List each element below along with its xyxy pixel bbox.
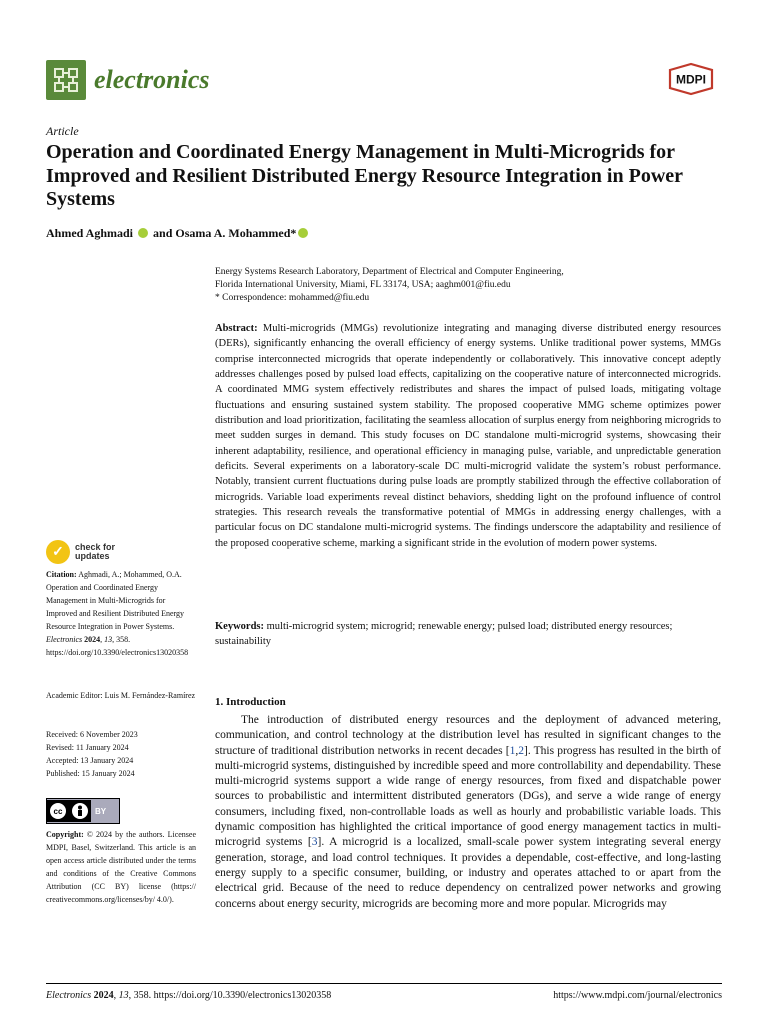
abstract-text: Multi-microgrids (MMGs) revolutionize integrating and managing diverse distributed energy resources (DERs), significantly enhancing the overall efficiency of energy systems. Unlike traditional power systems, MMGs comprise interconnected microgrids that operate independently or collaboratively. This innovative concept adeptly addresses challenges posed by pulsed load effects, capitalizing on the cooperative nature of interconnected microgrids. A coordinated MMG system effectively redistributes and shares the impact of pulsed loads, mitigating voltage fluctuations and ensuring sustained system stability. The proposed cooperative MMG scheme optimizes power distribution and load prioritization, facilitating the seamless allocation of surplus energy from neighboring microgrids to meet sudden surges in demand. This study focuses on DC standalone multi-microgrid systems, showcasing their inherent adaptability, resilience, and operational efficiency in managing pulse, variable, and unpredictable generation deficits. Several experiments on a laboratory-scale DC multi-microgrid validate the system’s robust performance. Notably, transient current fluctuations during pulse loads are promptly stabilized through the effective collaboration of microgrids. Variable load experiments reveal distinct behaviors, shedding light on the profound influence of control strategies. This research reveals the transformative potential of MMGs in addressing energy challenges, with a particular focus on DC standalone multi-microgrid systems. The findings underscore the adaptability and resilience of the proposed cooperative scheme, marking a significant stride in the evolution of modern power systems. (215, 323, 721, 549)
reference-link[interactable]: 3 (311, 836, 318, 849)
cc-by-license-badge[interactable] (46, 798, 120, 824)
citation-text: Aghmadi, A.; Mohammed, O.A. Operation and Coordinated Energy Management in Multi-Microgrids for Improved and Resilient Distributed Energy Resource Integration in Power Systems. (46, 570, 185, 631)
journal-logo-icon (46, 60, 86, 100)
citation-block: Citation: Aghmadi, A.; Mohammed, O.A. Operation and Coordinated Energy Management in Multi-Microgrids for Improved and Resilient Distributed Energy Resource Integration in Power Systems. Electronics 2024, 13, 358. https://doi.org/10.3390/electronics13020358 (46, 570, 189, 657)
abstract-label: Abstract: (215, 323, 258, 334)
cc-icon: cc (50, 803, 66, 819)
academic-editor: Academic Editor: Luis M. Fernández-Ramírez (46, 691, 196, 700)
published-date: Published: 15 January 2024 (46, 769, 135, 778)
orcid-icon[interactable] (298, 228, 308, 238)
author-name[interactable]: Osama A. Mohammed (175, 226, 291, 240)
affiliation-line: Energy Systems Research Laboratory, Department of Electrical and Computer Engineering, (215, 267, 564, 277)
intro-paragraph: The introduction of distributed energy resources and the deployment of advanced metering, communication, and control technology at the distribution level has resulted in significant changes to the structure of traditional distribution networks in recent decades [1,2]. This progress has resulted in the birth of multi-microgrid systems, distinguished by incredible speed and more controllability and dependability. These multi-microgrid systems support a wide range of energy resources, from fixed and dispatchable power sources to probabilistic and intermittent distributed generators (DGs), and serve a wide range of energy consumers, including fixed, non-controllable loads as well as hourly and probabilistic variable loads. This dynamic composition has highlighted the critical importance of good energy management tactics in multi-microgrid systems [3]. A microgrid is a localized, small-scale power system integrating several energy generation, storage, and load control techniques. It provides a dependable, cost-effective, and long-lasting energy supply to a specific consumer, building, or industry and operates attached to or apart from the electrical grid. Because of the need to reduce dependency on centralized power networks and growing concerns about energy security, microgrids are becoming more and more popular. Microgrids may (215, 714, 721, 910)
footer-journal-url[interactable]: https://www.mdpi.com/journal/electronics (553, 990, 722, 1001)
check-label: check for (75, 542, 116, 552)
author-name[interactable]: Ahmed Aghmadi (46, 226, 134, 240)
footer-doi[interactable]: , 358. https://doi.org/10.3390/electronics13020358 (128, 990, 332, 1001)
footer-citation: Electronics 2024, 13, 358. https://doi.org/10.3390/electronics13020358 (46, 990, 332, 1001)
publisher-logo[interactable] (666, 62, 716, 101)
citation-doi[interactable]: , 358. https://doi.org/10.3390/electronics13020358 (46, 635, 189, 657)
keywords (215, 619, 721, 650)
keywords-label: Keywords: (215, 621, 264, 632)
orcid-icon[interactable] (138, 228, 148, 238)
keywords-text: multi-microgrid system; microgrid; renewable energy; pulsed load; distributed energy resources; sustainability (215, 621, 673, 648)
check-for-updates[interactable] (46, 540, 115, 564)
footer-year: 2024 (93, 990, 114, 1001)
copyright-block (46, 828, 196, 906)
reference-link[interactable]: 1 (509, 744, 516, 757)
footer-volume: 13 (118, 990, 129, 1001)
reference-link[interactable]: 2 (518, 744, 524, 757)
footer-divider (46, 983, 722, 984)
footer-journal: Electronics (46, 990, 92, 1001)
affiliation-line: Florida International University, Miami, FL 33174, USA; aaghm001@fiu.edu (215, 280, 511, 290)
accepted-date: Accepted: 13 January 2024 (46, 756, 134, 765)
section-heading: 1. Introduction (215, 696, 286, 708)
publisher-name: MDPI (676, 72, 706, 87)
article-type: Article (46, 124, 79, 138)
copyright-text: © 2024 by the authors. Licensee MDPI, Basel, Switzerland. This article is an open access article distributed under the terms and conditions of the Creative Commons Attribution (CC BY) license (https:// creativecommons.org/licenses/by/ 4.0/). (46, 830, 197, 904)
abstract (215, 321, 721, 551)
author-list (46, 226, 310, 241)
correspondence: * Correspondence: mohammed@fiu.edu (215, 293, 370, 303)
corresponding-marker: * (290, 226, 297, 240)
citation-journal: Electronics (46, 635, 83, 644)
by-label: BY (95, 806, 107, 816)
revised-date: Revised: 11 January 2024 (46, 743, 129, 752)
journal-name: electronics (94, 65, 210, 94)
journal-brand (46, 60, 210, 100)
dates-block (46, 728, 196, 780)
citation-label: Citation: (46, 570, 77, 579)
paper-title: Operation and Coordinated Energy Management in Multi-Microgrids for Improved and Resilient Distributed Energy Resource Integration in Power Systems (46, 141, 683, 210)
received-date: Received: 6 November 2023 (46, 730, 138, 739)
citation-volume: 13 (104, 635, 113, 644)
check-label: updates (75, 551, 110, 561)
citation-year: 2024 (84, 635, 101, 644)
affiliation-block (215, 266, 725, 305)
copyright-label: Copyright: (46, 830, 84, 839)
author-connector: and (153, 226, 173, 240)
check-icon: ✓ (46, 540, 70, 564)
person-icon (72, 803, 88, 819)
